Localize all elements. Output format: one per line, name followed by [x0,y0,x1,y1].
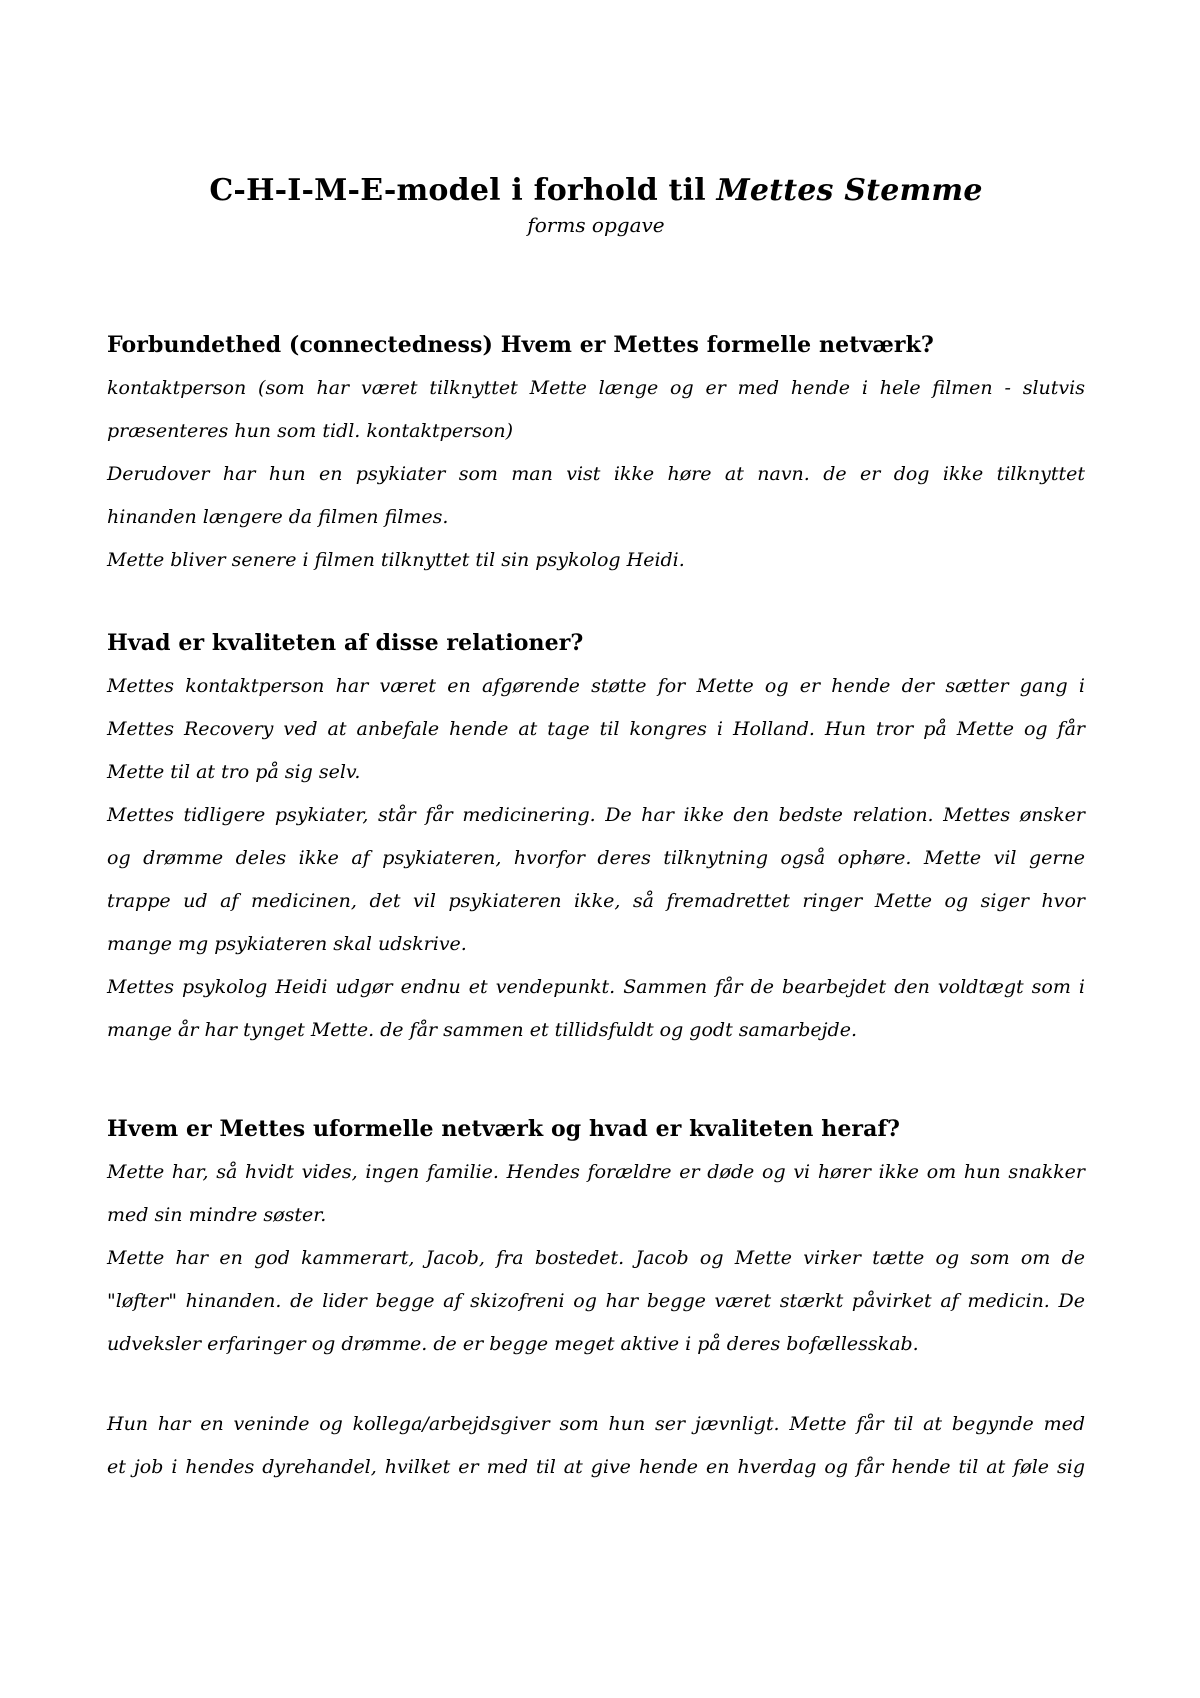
title-main-text: C-H-I-M-E-model i forhold til [209,173,717,208]
paragraph [107,665,1085,794]
text-line: mange mg psykiateren skal udskrive. [107,933,467,955]
paragraph [107,453,1085,539]
paragraph [107,539,1085,582]
paragraph [107,1237,1085,1366]
paragraph [107,966,1085,1052]
text-line: Derudover har hun en psykiater som man vist ikke høre at navn. de er dog ikke tilknyttet [107,463,1085,485]
text-line: kontaktperson (som har været tilknyttet Mette længe og er med hende i hele filmen - slutvis [107,377,1085,399]
document-content [107,0,1085,1489]
document-title [107,0,1085,210]
text-line: Mettes kontaktperson har været en afgørende støtte for Mette og er hende der sætter gang i [107,675,1085,697]
section-heading-kvaliteten-relationer: Hvad er kvaliteten af disse relationer? [107,630,584,656]
paragraph [107,367,1085,453]
text-line: "løfter" hinanden. de lider begge af skizofreni og har begge været stærkt påvirket af medicin. De [107,1290,1085,1312]
paragraph [107,1403,1085,1489]
paragraph [107,794,1085,966]
document-subtitle: forms opgave [527,213,665,237]
text-line: trappe ud af medicinen, det vil psykiateren ikke, så fremadrettet ringer Mette og siger hvor [107,890,1085,912]
text-line: mange år har tynget Mette. de får sammen et tillidsfuldt og godt samarbejde. [107,1019,857,1041]
text-line: Mette bliver senere i filmen tilknyttet til sin psykolog Heidi. [107,549,685,571]
text-line: præsenteres hun som tidl. kontaktperson) [107,420,513,442]
text-line: Mette har en god kammerart, Jacob, fra bostedet. Jacob og Mette virker tætte og som om de [107,1247,1085,1269]
section-heading-uformelle-netvaerk: Hvem er Mettes uformelle netværk og hvad er kvaliteten heraf? [107,1116,901,1142]
text-line: Hun har en veninde og kollega/arbejdsgiver som hun ser jævnligt. Mette får til at begynde med [107,1413,1085,1435]
text-line: Mettes Recovery ved at anbefale hende at tage til kongres i Holland. Hun tror på Mette og får [107,718,1085,740]
text-line: Mette har, så hvidt vides, ingen familie. Hendes forældre er døde og vi hører ikke om hun snakker [107,1161,1085,1183]
paragraph [107,1151,1085,1237]
text-line: et job i hendes dyrehandel, hvilket er med til at give hende en hverdag og får hende til at føle sig [107,1456,1085,1478]
section-heading-formelle-netvaerk: Forbundethed (connectedness) Hvem er Mettes formelle netværk? [107,332,934,358]
text-line: Mette til at tro på sig selv. [107,761,361,783]
title-emphasis-text: Mettes Stemme [716,173,983,208]
text-line: Mettes psykolog Heidi udgør endnu et vendepunkt. Sammen får de bearbejdet den voldtægt som i [107,976,1085,998]
text-line: og drømme deles ikke af psykiateren, hvorfor deres tilknytning også ophøre. Mette vil gerne [107,847,1085,869]
text-line: med sin mindre søster. [107,1204,327,1226]
text-line: Mettes tidligere psykiater, står får medicinering. De har ikke den bedste relation. Mettes ønsker [107,804,1085,826]
text-line: hinanden længere da filmen filmes. [107,506,449,528]
text-line: udveksler erfaringer og drømme. de er begge meget aktive i på deres bofællesskab. [107,1333,919,1355]
